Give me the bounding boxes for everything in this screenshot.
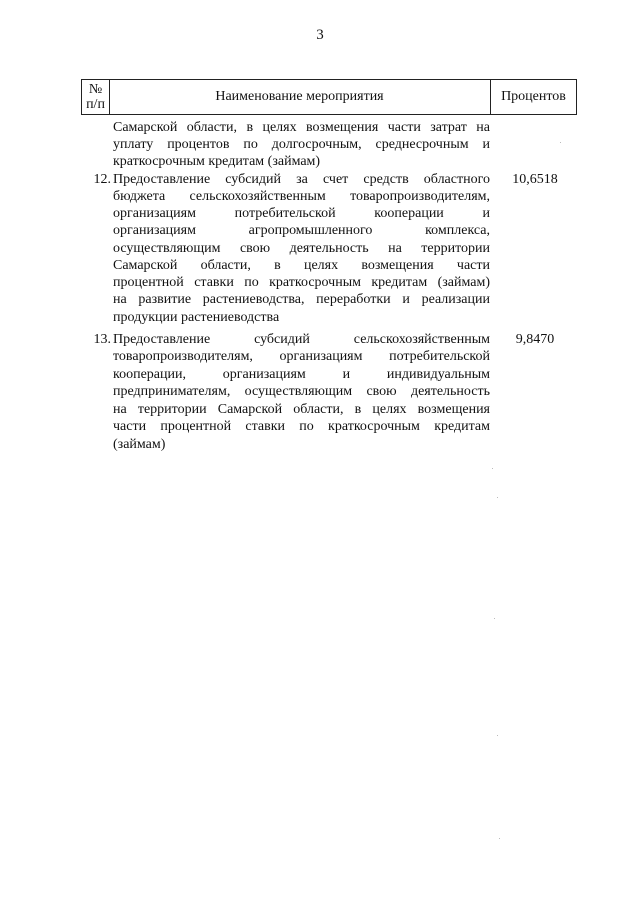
continuation-line: краткосрочным кредитам (займам) — [113, 154, 321, 169]
row-text-line: организациям потребительской кооперации и — [113, 206, 490, 221]
row-number: 13. — [93, 332, 111, 347]
header-percent-column: Процентов — [490, 79, 577, 115]
row-number: 12. — [93, 172, 111, 187]
row-text-line: на территории Самарской области, в целях возмещения — [113, 402, 490, 417]
row-percent-value: 10,6518 — [512, 172, 558, 187]
row-percent-value: 9,8470 — [515, 332, 555, 347]
scan-speck — [497, 497, 498, 498]
continuation-line: уплату процентов по долгосрочным, среднесрочным и — [113, 137, 490, 152]
row-text-line: Предоставление субсидий за счет средств областного — [113, 172, 490, 187]
row-text-line: осуществляющим свою деятельность на территории — [113, 241, 490, 256]
scan-speck — [494, 618, 495, 619]
row-text-line: продукции растениеводства — [113, 310, 280, 325]
scan-speck — [497, 735, 498, 736]
scan-speck — [560, 142, 561, 143]
row-text-line: (займам) — [113, 437, 166, 452]
row-text-line: кооперации, организациям и индивидуальным — [113, 367, 490, 382]
header-number-symbol: № — [88, 82, 103, 97]
header-number-abbrev: п/п — [86, 97, 105, 112]
row-text-line: бюджета сельскохозяйственным товаропроизводителям, — [113, 189, 490, 204]
row-text-line: Предоставление субсидий сельскохозяйственным — [113, 332, 490, 347]
scan-speck — [492, 468, 493, 469]
row-text-line: организациям агропромышленного комплекса, — [113, 223, 490, 238]
header-name-column: Наименование мероприятия — [109, 79, 491, 115]
row-text-line: предпринимателям, осуществляющим свою деятельность — [113, 384, 490, 399]
header-number-column — [81, 79, 110, 115]
continuation-line: Самарской области, в целях возмещения части затрат на — [113, 120, 490, 135]
scan-speck — [499, 838, 500, 839]
page-number: 3 — [316, 27, 324, 43]
row-text-line: Самарской области, в целях возмещения части — [113, 258, 490, 273]
row-text-line: процентной ставки по краткосрочным кредитам (займам) — [113, 275, 490, 290]
row-text-line: на развитие растениеводства, переработки и реализации — [113, 292, 490, 307]
row-text-line: части процентной ставки по краткосрочным кредитам — [113, 419, 490, 434]
row-text-line: товаропроизводителям, организациям потребительской — [113, 349, 490, 364]
table-header — [81, 79, 577, 115]
